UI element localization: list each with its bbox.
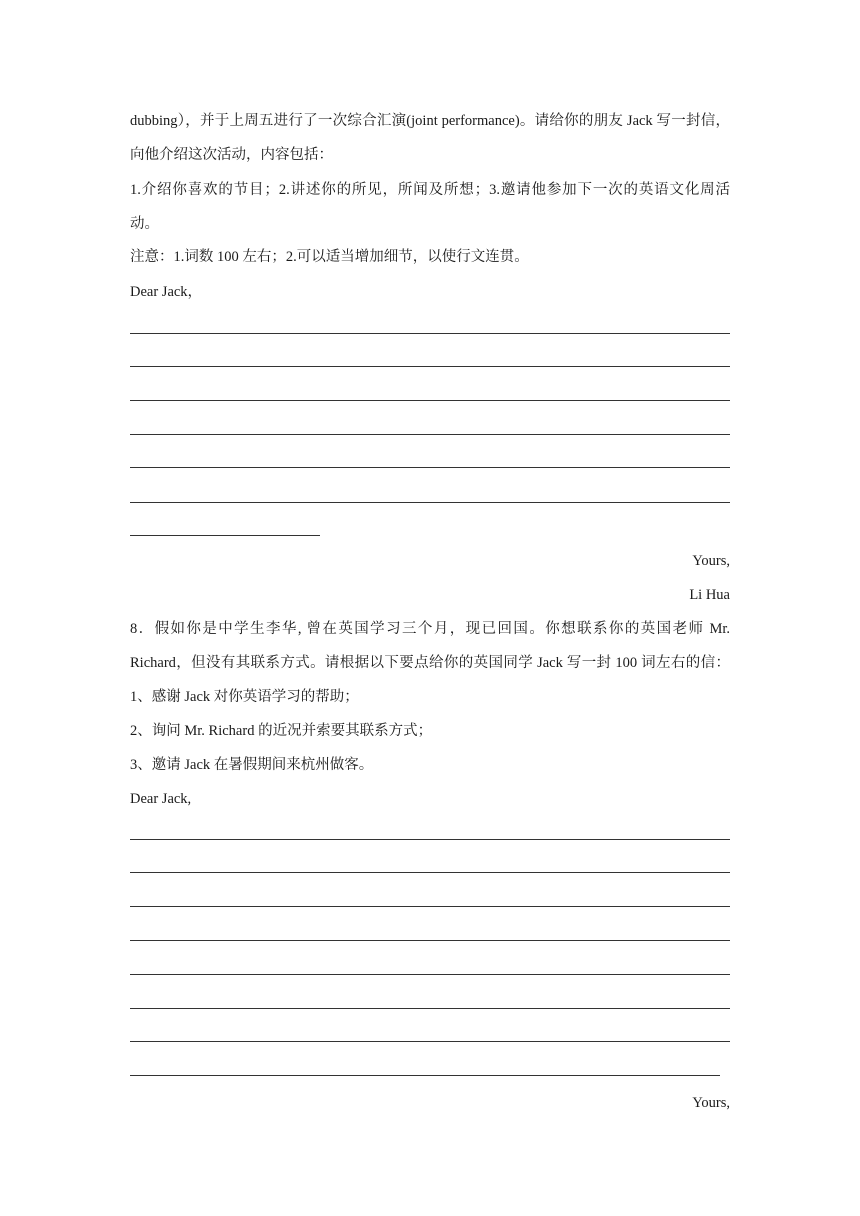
- answer-line: [130, 434, 730, 435]
- answer-line: [130, 467, 730, 468]
- answer-line: [130, 906, 730, 907]
- section7-paragraph-line-1: dubbing），并于上周五进行了一次综合汇演(joint performance)。请给你的朋友 Jack 写一封信，: [130, 113, 730, 129]
- section8-closing: Yours,: [692, 1095, 730, 1111]
- section8-prompt-line-2: Richard，但没有其联系方式。请根据以下要点给你的英国同学 Jack 写一封 100 词左右的信：: [130, 655, 730, 671]
- section8-prompt-line-1: 8．假如你是中学生李华, 曾在英国学习三个月，现已回国。你想联系你的英国老师 Mr.: [130, 621, 730, 637]
- answer-line: [130, 940, 730, 941]
- section8-point-2: 2、询问 Mr. Richard 的近况并索要其联系方式；: [130, 723, 433, 739]
- section8-salutation: Dear Jack,: [130, 791, 192, 807]
- section7-paragraph-line-2: 向他介绍这次活动，内容包括：: [130, 147, 333, 163]
- answer-line: [130, 1041, 730, 1042]
- answer-line: [130, 400, 730, 401]
- section7-salutation: Dear Jack，: [130, 284, 203, 300]
- answer-line: [130, 974, 730, 975]
- section7-points-line-2: 动。: [130, 216, 159, 232]
- answer-line: [130, 1075, 720, 1076]
- answer-line: [130, 839, 730, 840]
- answer-line: [130, 366, 730, 367]
- answer-line: [130, 1008, 730, 1009]
- section7-note: 注意：1.词数 100 左右；2.可以适当增加细节，以使行文连贯。: [130, 249, 529, 265]
- section7-points-line-1: 1.介绍你喜欢的节目；2.讲述你的所见，所闻及所想；3.邀请他参加下一次的英语文化周活: [130, 182, 730, 198]
- answer-line: [130, 333, 730, 334]
- answer-line: [130, 535, 320, 536]
- section8-point-1: 1、感谢 Jack 对你英语学习的帮助；: [130, 689, 359, 705]
- section7-closing: Yours,: [692, 553, 730, 569]
- section7-signature: Li Hua: [689, 587, 730, 603]
- answer-line: [130, 502, 730, 503]
- answer-line: [130, 872, 730, 873]
- section8-point-3: 3、邀请 Jack 在暑假期间来杭州做客。: [130, 757, 374, 773]
